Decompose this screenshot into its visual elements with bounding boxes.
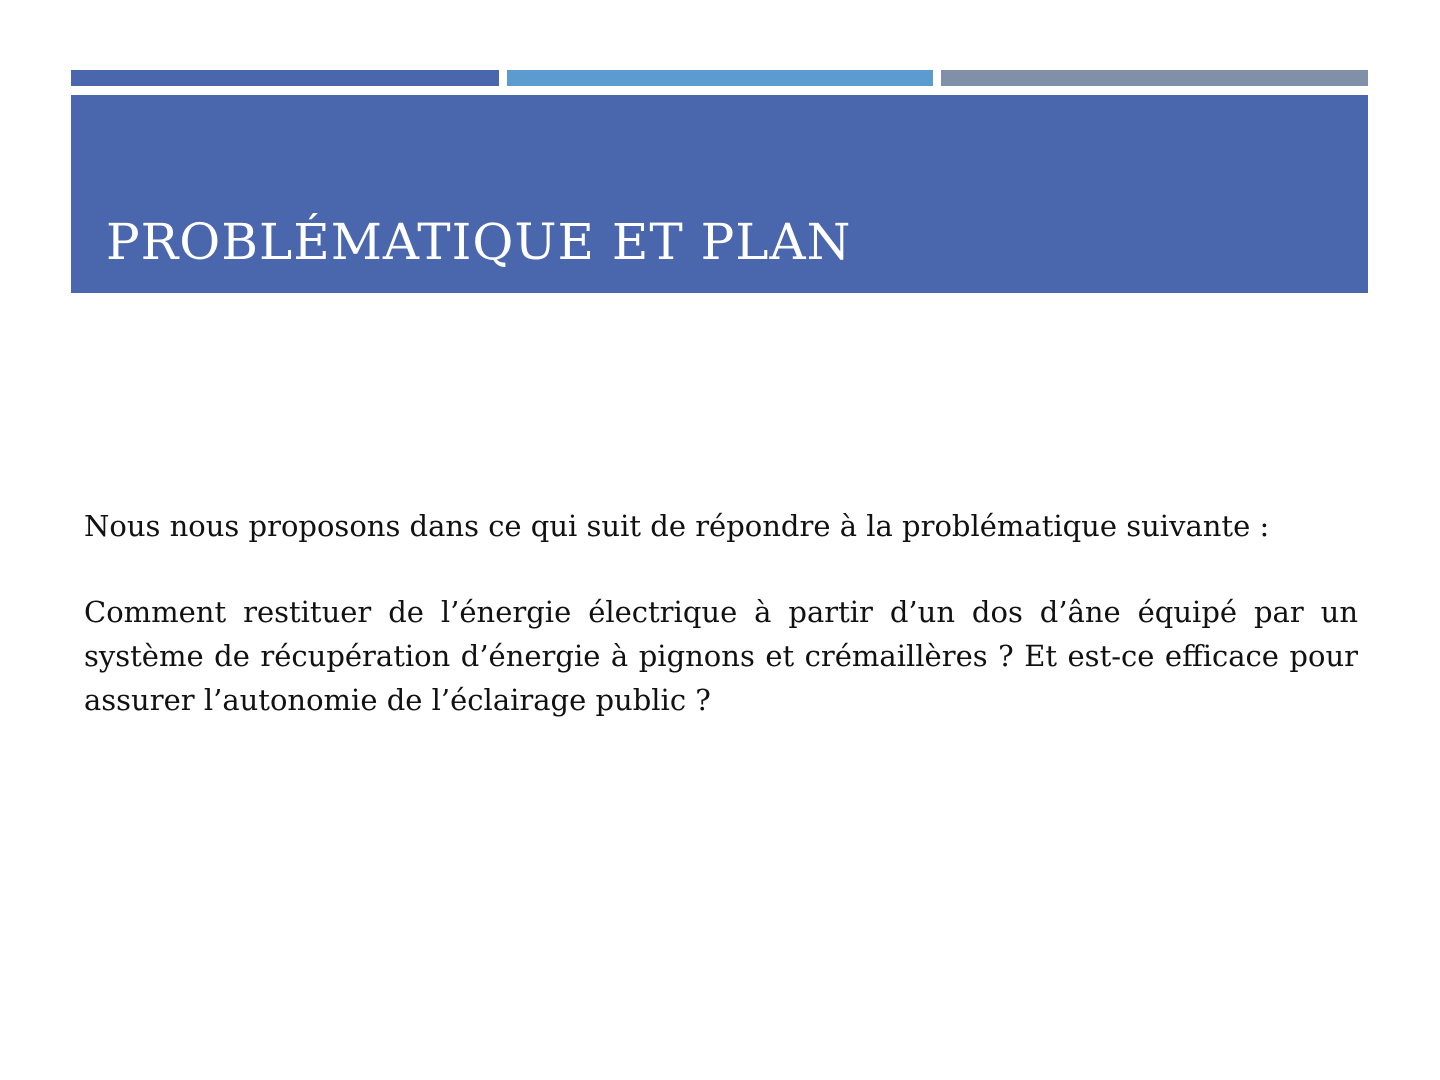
accent-bar-gray xyxy=(941,70,1368,86)
slide-title: PROBLÉMATIQUE ET PLAN xyxy=(106,213,852,271)
intro-text: Nous nous proposons dans ce qui suit de répondre à la problématique suivante : xyxy=(84,509,1270,543)
accent-bar-dark-blue xyxy=(71,70,499,86)
problem-statement: Comment restituer de l’énergie électrique à partir d’un dos d’âne équipé par un système de récupération d’énergie à pignons et crémaillères ? Et est-ce efficace pour assurer l’autonomie de l’éclairage public ? xyxy=(84,595,1358,717)
title-band xyxy=(71,95,1368,293)
accent-bar-light-blue xyxy=(507,70,933,86)
slide-body xyxy=(84,504,1358,722)
